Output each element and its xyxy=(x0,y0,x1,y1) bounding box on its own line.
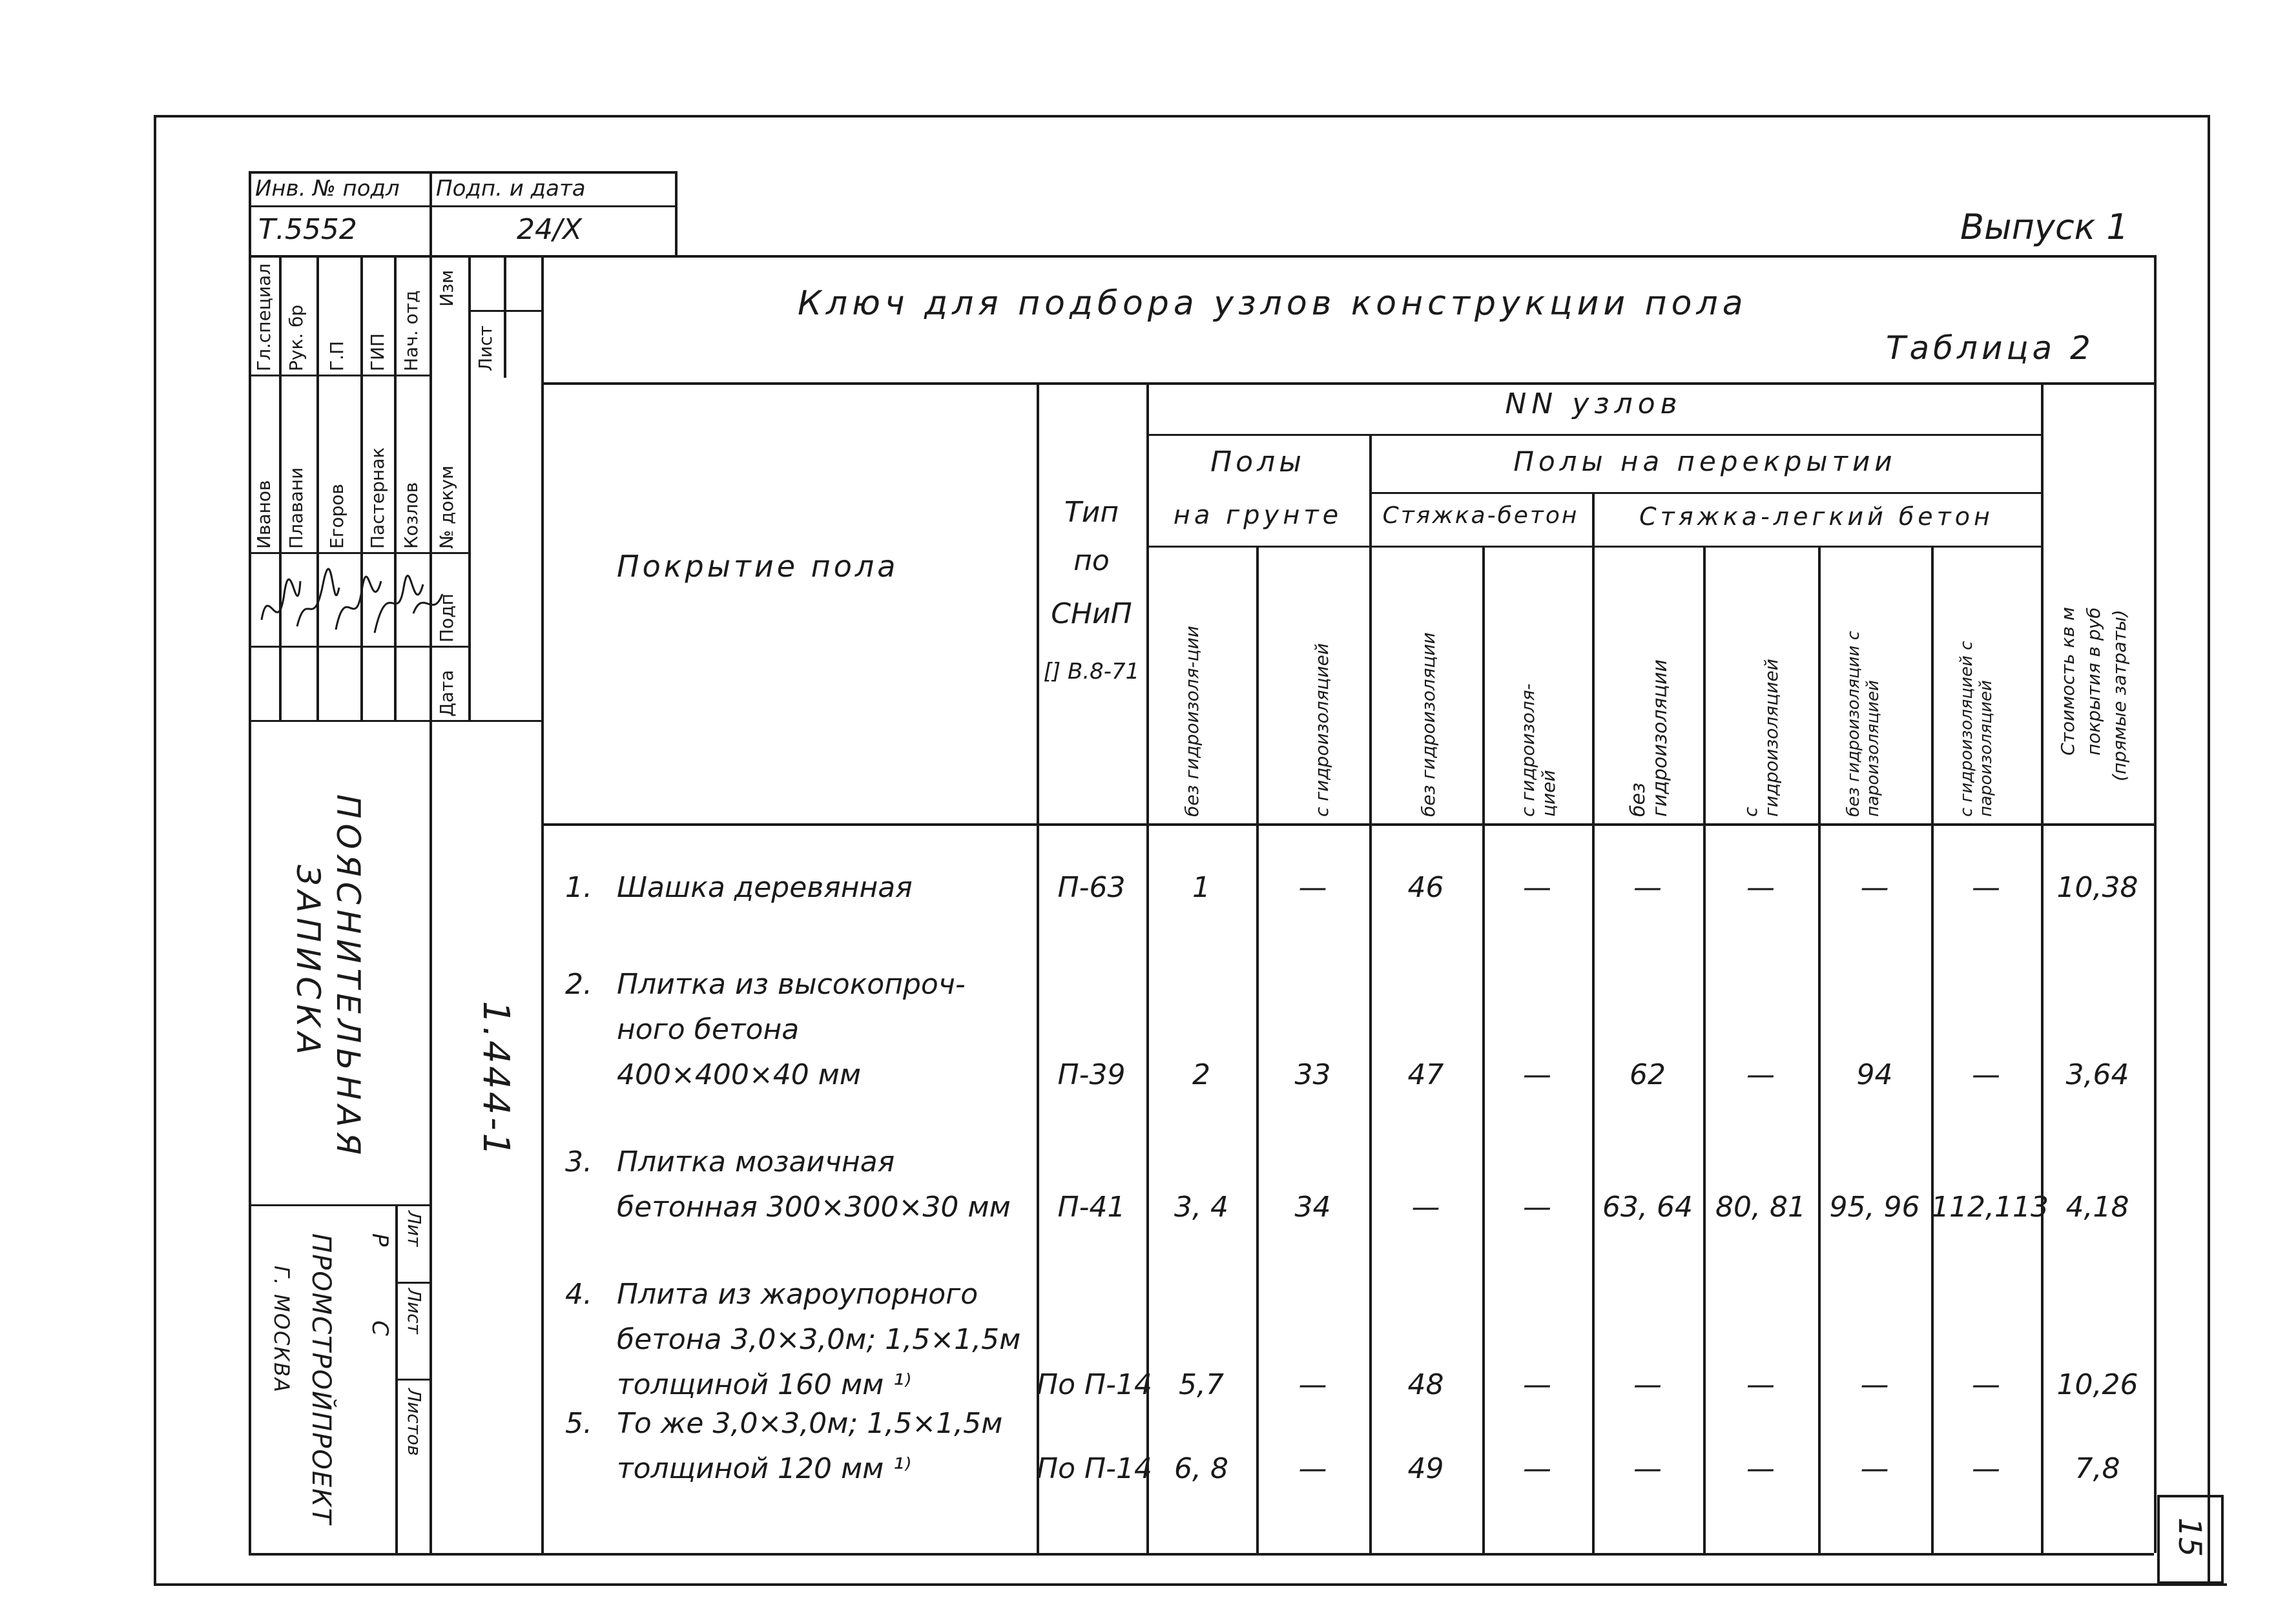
sub-header-6: с гидроизоляцией xyxy=(1740,659,1782,817)
nodes-row xyxy=(1146,434,2041,436)
outer-frame-top xyxy=(154,115,2208,118)
stamp-role-2: ГИП xyxy=(367,333,388,371)
stamp-col-2 xyxy=(316,255,319,720)
row-coating-line: бетонная 300×300×30 мм xyxy=(617,1191,1011,1224)
row-node-cell: 3, 4 xyxy=(1174,1191,1228,1224)
row-node-cell: — xyxy=(1298,871,1327,904)
header-type-1: Тип xyxy=(1064,496,1119,529)
stamp-header-podp: Подп xyxy=(436,593,457,642)
inner-frame-bottom xyxy=(249,1553,2154,1556)
row-node-cell: 80, 81 xyxy=(1715,1191,1806,1224)
city: Г. МОСКВА xyxy=(269,1266,294,1393)
row-cost: 4,18 xyxy=(2065,1191,2129,1224)
stamp-role-1: Нач. отд xyxy=(400,290,422,371)
sub-header-3: без гидроизоляции xyxy=(1418,632,1439,817)
row-number: 2. xyxy=(565,968,592,1001)
row-cost: 3,64 xyxy=(2065,1058,2129,1091)
row-number: 5. xyxy=(565,1407,592,1440)
row-node-cell: — xyxy=(1746,1058,1775,1091)
header-type-4: [] В.8-71 xyxy=(1043,659,1140,684)
header-ground-1: Полы xyxy=(1210,446,1305,478)
header-slab: Полы на перекрытии xyxy=(1513,446,1897,477)
stamp-role-5: Гл.специал xyxy=(253,263,274,371)
row-node-cell: 33 xyxy=(1294,1058,1331,1091)
row-coating-line: Шашка деревянная xyxy=(617,871,913,904)
sign-value: 24/X xyxy=(517,213,582,246)
row-type: П-63 xyxy=(1057,871,1126,904)
cost-header-1: Стоимость кв м xyxy=(2057,607,2078,755)
inner-frame-right xyxy=(2154,255,2157,1553)
row-type: По П-14 xyxy=(1037,1368,1152,1401)
stamp-col-4 xyxy=(394,255,397,720)
sub-header-5: без гидроизоляции xyxy=(1627,659,1671,817)
stamp-name-1: Козлов xyxy=(400,482,422,549)
table-top xyxy=(541,382,2154,385)
row-node-cell: 48 xyxy=(1407,1368,1444,1401)
org-row-2 xyxy=(395,1379,429,1381)
section-title: ПОЯСНИТЕЛЬНАЯ ЗАПИСКА xyxy=(289,794,367,1160)
sub-header-4: с гидроизоля-цией xyxy=(1517,683,1559,817)
outer-frame-right xyxy=(2208,115,2210,1584)
row-node-cell: — xyxy=(1972,1058,2000,1091)
row-coating-line: толщиной 160 мм ¹⁾ xyxy=(617,1368,911,1401)
stamp-header-doc: № докум xyxy=(436,465,457,549)
row-node-cell: — xyxy=(1860,1452,1889,1485)
sheet-value: С xyxy=(367,1321,393,1336)
row-node-cell: — xyxy=(1860,871,1889,904)
row-cost: 10,38 xyxy=(2056,871,2138,904)
sub-row xyxy=(1146,546,2041,548)
row-coating-line: То же 3,0×3,0м; 1,5×1,5м xyxy=(617,1407,1003,1440)
row-number: 1. xyxy=(565,871,592,904)
row-node-cell: 62 xyxy=(1630,1058,1666,1091)
stamp-top-mid xyxy=(249,205,675,207)
stamp-row-1 xyxy=(249,375,429,376)
row-coating-line: толщиной 120 мм ¹⁾ xyxy=(617,1452,911,1485)
row-type: По П-14 xyxy=(1037,1452,1152,1485)
row-node-cell: 46 xyxy=(1407,871,1444,904)
organization: ПРОМСТРОЙПРОЕКТ xyxy=(306,1233,336,1525)
stamp-header-izm: Изм xyxy=(436,270,457,307)
org-row-1 xyxy=(395,1282,429,1284)
header-type-2: по xyxy=(1073,544,1110,577)
outer-frame-left xyxy=(154,115,156,1584)
slab-row xyxy=(1369,492,2041,494)
table-header-bottom xyxy=(541,823,2154,826)
stamp-col-1 xyxy=(279,255,282,720)
stamp-row-2 xyxy=(249,552,468,554)
row-node-cell: 5,7 xyxy=(1179,1368,1224,1401)
stamp-row-5 xyxy=(468,310,541,312)
inner-frame-top xyxy=(249,255,2154,258)
table-label: Таблица 2 xyxy=(1886,329,2095,367)
page-number: 15 xyxy=(2171,1517,2208,1557)
row-coating-line: бетона 3,0×3,0м; 1,5×1,5м xyxy=(617,1323,1021,1356)
sub-header-7: без гидроизоляции с пароизоляцией xyxy=(1844,630,1883,817)
row-node-cell: — xyxy=(1746,871,1775,904)
issue-label: Выпуск 1 xyxy=(1960,207,2129,247)
stamp-name-5: Иванов xyxy=(253,480,274,549)
org-block-top xyxy=(249,1204,429,1206)
row-node-cell: — xyxy=(1972,1452,2000,1485)
sub-header-1: без гидроизоля-ции xyxy=(1181,626,1203,817)
sheets-label: Листов xyxy=(404,1388,425,1456)
row-coating-line: ного бетона xyxy=(617,1013,800,1046)
row-node-cell: — xyxy=(1633,1452,1662,1485)
row-coating-line: 400×400×40 мм xyxy=(617,1058,862,1091)
sub-header-8: с гидроизоляцией с пароизоляцией xyxy=(1957,641,1996,817)
sub-header-2: с гидроизоляцией xyxy=(1311,642,1332,817)
stamp-col-5 xyxy=(429,255,432,1553)
cost-header-2: покрытия в руб xyxy=(2083,607,2104,755)
header-screed-concrete: Стяжка-бетон xyxy=(1382,502,1579,529)
stamp-header-data: Дата xyxy=(436,670,457,717)
row-cost: 7,8 xyxy=(2075,1452,2120,1485)
signatures-image xyxy=(249,555,468,646)
stamp-top-divider xyxy=(429,171,432,255)
row-node-cell: — xyxy=(1523,1452,1551,1485)
stamp-name-4: Плавани xyxy=(285,467,307,549)
row-node-cell: — xyxy=(1411,1191,1440,1224)
row-node-cell: — xyxy=(1523,1368,1551,1401)
header-coating: Покрытие пола xyxy=(617,549,899,584)
header-ground-2: на грунте xyxy=(1173,500,1343,530)
sheet-label: Лист xyxy=(404,1288,425,1334)
lit-label: Лит xyxy=(404,1211,425,1247)
stamp-row-4 xyxy=(249,720,541,722)
row-node-cell: 34 xyxy=(1294,1191,1331,1224)
row-node-cell: — xyxy=(1972,1368,2000,1401)
row-node-cell: — xyxy=(1860,1368,1889,1401)
row-node-cell: — xyxy=(1633,1368,1662,1401)
row-type: П-39 xyxy=(1057,1058,1126,1091)
inv-label: Инв. № подл xyxy=(255,176,400,201)
row-node-cell: — xyxy=(1746,1368,1775,1401)
row-node-cell: — xyxy=(1523,1058,1551,1091)
row-number: 3. xyxy=(565,1146,592,1178)
row-node-cell: 6, 8 xyxy=(1174,1452,1228,1485)
row-node-cell: 112,113 xyxy=(1931,1191,2049,1224)
row-node-cell: — xyxy=(1523,1191,1551,1224)
row-node-cell: — xyxy=(1633,871,1662,904)
stamp-name-2: Пастернак xyxy=(367,447,388,549)
row-node-cell: — xyxy=(1972,871,2000,904)
row-cost: 10,26 xyxy=(2056,1368,2138,1401)
row-node-cell: 47 xyxy=(1407,1058,1444,1091)
row-type: П-41 xyxy=(1057,1191,1126,1224)
row-node-cell: 2 xyxy=(1192,1058,1210,1091)
row-node-cell: — xyxy=(1298,1452,1327,1485)
inner-frame-left xyxy=(249,171,251,1553)
stamp-top-border xyxy=(249,171,675,174)
stamp-header-list: Лист xyxy=(475,325,496,371)
header-screed-light: Стяжка-легкий бетон xyxy=(1639,502,1994,531)
cost-header-3: (прямые затраты) xyxy=(2109,610,2130,781)
table-title: Ключ для подбора узлов конструкции пола xyxy=(798,284,1748,323)
header-nodes: NN узлов xyxy=(1505,387,1682,420)
document-code: 1.444-1 xyxy=(475,1001,517,1159)
stamp-col-7 xyxy=(504,255,506,378)
row-coating-line: Плитка мозаичная xyxy=(617,1146,895,1178)
stamp-top-right xyxy=(675,171,678,255)
stamp-name-3: Егоров xyxy=(326,484,347,549)
stamp-role-4: Рук. бр xyxy=(285,304,307,371)
outer-frame-bottom xyxy=(154,1583,2227,1586)
lit-value: Р xyxy=(367,1233,393,1247)
row-node-cell: — xyxy=(1523,871,1551,904)
row-node-cell: 95, 96 xyxy=(1829,1191,1920,1224)
stamp-role-3: Г.П xyxy=(326,340,347,371)
row-node-cell: 49 xyxy=(1407,1452,1444,1485)
row-node-cell: 63, 64 xyxy=(1602,1191,1693,1224)
stamp-row-3 xyxy=(249,646,468,648)
stamp-col-3 xyxy=(360,255,363,720)
stamp-col-6 xyxy=(468,255,471,720)
sign-label: Подп. и дата xyxy=(436,176,586,201)
row-node-cell: 94 xyxy=(1856,1058,1893,1091)
stamp-col-8 xyxy=(541,255,544,1553)
header-type-3: СНиП xyxy=(1051,597,1132,630)
row-node-cell: — xyxy=(1746,1452,1775,1485)
row-coating-line: Плитка из высокопроч- xyxy=(617,968,966,1001)
row-node-cell: 1 xyxy=(1192,871,1210,904)
row-number: 4. xyxy=(565,1278,592,1311)
row-coating-line: Плита из жароупорного xyxy=(617,1278,978,1311)
inv-value: Т.5552 xyxy=(258,213,357,246)
row-node-cell: — xyxy=(1298,1368,1327,1401)
